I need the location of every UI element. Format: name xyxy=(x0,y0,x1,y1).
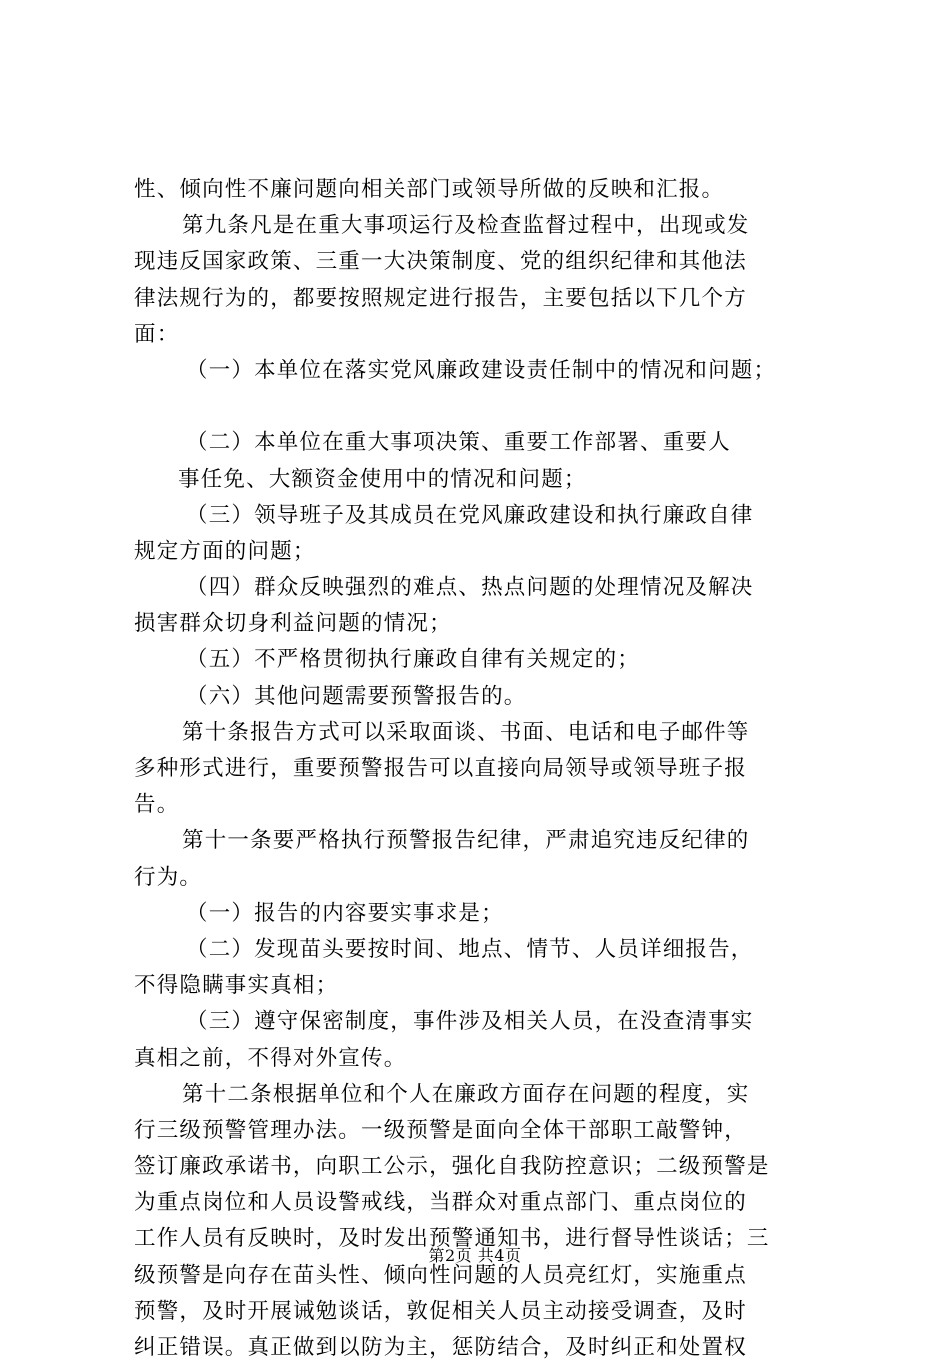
text-line: （五）不严格贯彻执行廉政自律有关规定的； xyxy=(186,647,641,673)
text-line: 性、倾向性不廉问题向相关部门或领导所做的反映和汇报。 xyxy=(134,177,725,202)
text-line: 现违反国家政策、三重一大决策制度、党的组织纪律和其他法 xyxy=(134,249,747,275)
text-line: 第九条凡是在重大事项运行及检查监督过程中，出现或发 xyxy=(182,213,750,239)
text-line: 真相之前，不得对外宣传。 xyxy=(134,1045,407,1071)
text-line: 第十条报告方式可以采取面谈、书面、电话和电子邮件等 xyxy=(182,719,750,745)
text-line: 事任免、大额资金使用中的情况和问题； xyxy=(178,466,587,492)
text-line: 行三级预警管理办法。一级预警是面向全体干部职工敲警钟， xyxy=(134,1117,747,1143)
text-line: 工作人员有反映时，及时发出预警通知书，进行督导性谈话；三 xyxy=(134,1226,770,1252)
text-line: 级预警是向存在苗头性、倾向性问题的人员亮红灯，实施重点 xyxy=(134,1262,747,1288)
document-body xyxy=(134,172,834,1366)
blank-line xyxy=(134,389,834,425)
text-line: 预警，及时开展诫勉谈话，敦促相关人员主动接受调查，及时 xyxy=(134,1298,747,1324)
text-line: （三）遵守保密制度，事件涉及相关人员，在没查清事实 xyxy=(186,1009,754,1035)
text-line: （四）群众反映强烈的难点、热点问题的处理情况及解决 xyxy=(186,575,754,601)
text-line: 为重点岗位和人员设警戒线，当群众对重点部门、重点岗位的 xyxy=(134,1190,747,1216)
text-line: 纠正错误。真正做到以防为主，惩防结合，及时纠正和处置权 xyxy=(134,1335,747,1360)
page-number-footer: 第2页 共4页 xyxy=(428,1246,522,1265)
text-line: 签订廉政承诺书，向职工公示，强化自我防控意识；二级预警是 xyxy=(134,1154,770,1180)
text-line: （二）本单位在重大事项决策、重要工作部署、重要人 xyxy=(186,430,731,456)
text-line: （二）发现苗头要按时间、地点、情节、人员详细报告， xyxy=(186,936,754,962)
text-line: 不得隐瞒事实真相； xyxy=(134,973,339,999)
text-line: 规定方面的问题； xyxy=(134,538,316,564)
text-line: （一）本单位在落实党风廉政建设责任制中的情况和问题； xyxy=(186,357,777,383)
text-line: （一）报告的内容要实事求是； xyxy=(186,900,504,926)
text-line: （三）领导班子及其成员在党风廉政建设和执行廉政自律 xyxy=(186,502,754,528)
text-line: 告。 xyxy=(134,792,180,818)
text-line: （六）其他问题需要预警报告的。 xyxy=(186,683,527,709)
text-line: 多种形式进行，重要预警报告可以直接向局领导或领导班子报 xyxy=(134,756,747,781)
text-line: 面： xyxy=(134,321,180,347)
text-line: 第十二条根据单位和个人在廉政方面存在问题的程度，实 xyxy=(182,1081,750,1107)
text-line: 损害群众切身利益问题的情况； xyxy=(134,611,452,637)
text-line: 第十一条要严格执行预警报告纪律，严肃追究违反纪律的 xyxy=(182,828,750,854)
text-line: 行为。 xyxy=(134,864,203,890)
text-line: 律法规行为的，都要按照规定进行报告，主要包括以下几个方 xyxy=(134,285,747,311)
